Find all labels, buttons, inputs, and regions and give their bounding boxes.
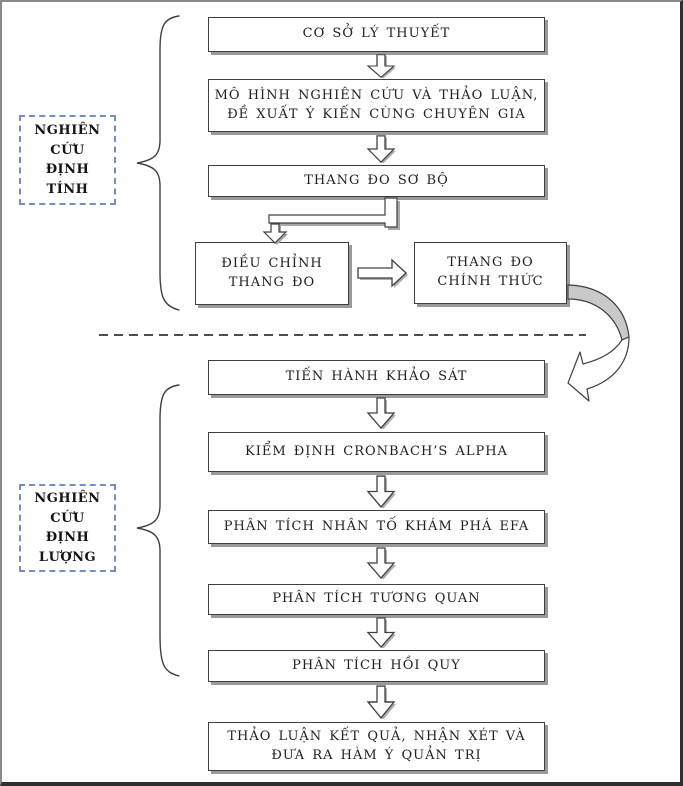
phase-label-line: NGHIÊN (34, 491, 101, 506)
quantitative-brace (127, 380, 187, 682)
down-arrow-icon (365, 617, 397, 648)
step-label: ĐƯA RA HÀM Ý QUẢN TRỊ (271, 747, 482, 763)
quantitative-phase-label (19, 484, 116, 572)
curved-arrow (552, 277, 647, 412)
phase-label-line: LƯỢNG (38, 549, 97, 565)
phase-label-line: ĐỊNH (45, 162, 90, 177)
step-survey-box (208, 360, 545, 395)
step-label: CƠ SỞ LÝ THUYẾT (302, 26, 451, 42)
down-arrow-icon (365, 397, 397, 429)
step-label: THANG ĐO (447, 255, 534, 271)
phase-divider-line (99, 334, 586, 336)
down-arrow-icon (365, 135, 397, 163)
elbow-connector (257, 192, 407, 247)
step-label: ĐIỀU CHỈNH (221, 255, 323, 271)
step-label: PHÂN TÍCH NHÂN TỐ KHÁM PHÁ EFA (223, 518, 530, 534)
step-adjust-scale-box (195, 242, 349, 305)
step-cronbach-box (208, 432, 545, 472)
step-label: THẢO LUẬN KẾT QUẢ, NHẬN XÉT VÀ (227, 728, 526, 744)
step-label: THANG ĐO SƠ BỘ (304, 172, 449, 188)
down-arrow-icon (365, 54, 397, 78)
down-arrow-icon (365, 685, 397, 719)
step-label: PHÂN TÍCH TƯƠNG QUAN (272, 591, 481, 607)
right-arrow-icon (357, 257, 409, 289)
phase-label-line: TÍNH (46, 181, 89, 197)
step-discussion-box (208, 722, 545, 771)
step-label: MÔ HÌNH NGHIÊN CỨU VÀ THẢO LUẬN, (214, 87, 539, 103)
step-efa-box (208, 510, 545, 544)
phase-label-line: NGHIÊN (34, 123, 101, 138)
phase-label-line: ĐỊNH (45, 530, 90, 545)
qualitative-phase-label (19, 115, 116, 205)
down-arrow-icon (365, 475, 397, 508)
step-official-scale-box (414, 242, 567, 304)
step-label: KIỂM ĐỊNH CRONBACH’S ALPHA (245, 443, 508, 459)
phase-label-line: CỨU (50, 510, 85, 526)
step-model-box (208, 79, 545, 132)
down-arrow-icon (365, 547, 397, 579)
step-correlation-box (208, 584, 545, 615)
step-label: CHÍNH THỨC (437, 274, 544, 289)
step-theory-box (208, 17, 545, 52)
step-label: THANG ĐO (228, 274, 316, 290)
step-label: PHÂN TÍCH HỒI QUY (292, 657, 461, 673)
step-regression-box (208, 650, 545, 682)
qualitative-brace (127, 12, 187, 317)
step-label: ĐỀ XUẤT Ý KIẾN CÙNG CHUYÊN GIA (227, 106, 526, 122)
phase-label-line: CỨU (50, 142, 85, 158)
step-label: TIẾN HÀNH KHẢO SÁT (285, 369, 468, 385)
